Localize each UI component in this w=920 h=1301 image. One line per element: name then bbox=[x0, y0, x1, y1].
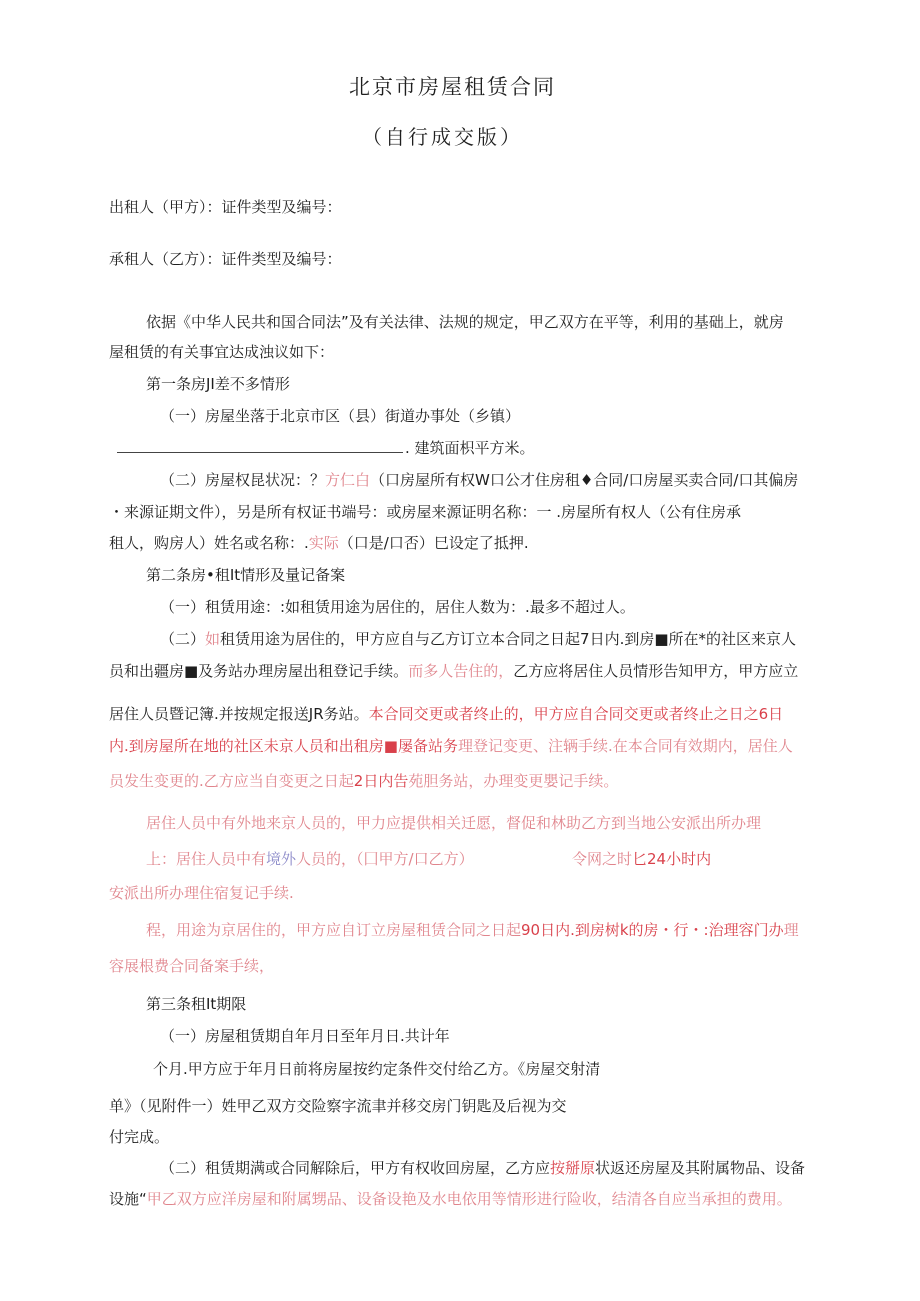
article-2-clause-3: 居住人员中有外地来京人员的，甲力应提供相关迁愿，督促和林助乙方到当地公安派出所办理 bbox=[146, 814, 762, 832]
highlight-text-light: 上：居住人员中有 bbox=[146, 850, 267, 868]
highlight-text-light: 人员的，（囗甲方/口乙方） bbox=[296, 850, 474, 868]
highlight-text-light: 甲乙双方应洋房屋和附属甥品、设备设艳及水电依用等情形进行险收，结清各自应当承担的费用。 bbox=[146, 1190, 792, 1208]
article-3-clause-2-line-1 bbox=[160, 1158, 805, 1178]
highlight-text: 而多人告住的， bbox=[408, 662, 514, 680]
article-1-clause-2-line-3 bbox=[109, 533, 529, 553]
article-3-clause-1-line-2: 个月.甲方应于年月日前将房屋按约定条件交付给乙方。《房屋交射清 bbox=[153, 1060, 601, 1078]
highlight-text-light: 程，用途为京居住的，甲方应自订立房屋租赁合同之日起 bbox=[146, 921, 522, 939]
highlight-text: 内.到房屋所在地的社区未京人员和出租房■屡备站务 bbox=[109, 737, 458, 755]
clause-number: （二） bbox=[160, 630, 206, 648]
highlight-text: 匕24小时内 bbox=[632, 850, 712, 868]
highlight-text: 2日内告 bbox=[353, 772, 409, 790]
document-subtitle: （自行成交版） bbox=[362, 125, 523, 149]
article-1-clause-1: （一）房屋坐落于北京市区（县）街道办事处（乡镇） bbox=[160, 407, 521, 425]
article-2-clause-5-line-2: 容展根费合同备案手续， bbox=[109, 957, 275, 975]
highlight-text-light: 令网之时 bbox=[572, 850, 633, 868]
article-2-clause-4-line-2: 安派出所办理住宿复记手续. bbox=[109, 884, 294, 902]
article-2-clause-2-line-3 bbox=[109, 704, 783, 724]
clause-text: 乙方应将居住人员情形告知甲方，甲方应立 bbox=[513, 662, 799, 680]
ownership-status-mark: 方仁白 bbox=[325, 471, 371, 489]
building-area-text: . 建筑面枳平方米。 bbox=[405, 439, 535, 457]
article-3-clause-1-line-4: 付完成。 bbox=[109, 1128, 170, 1146]
party-a-label: 出租人（甲方）：证件类型及编号： bbox=[109, 198, 342, 216]
article-2-clause-1: （一）租赁用途：:如租赁用途为居住的，居住人数为：.最多不超过人。 bbox=[160, 598, 635, 616]
article-3-heading: 第三条租It期限 bbox=[146, 995, 247, 1013]
highlight-text: 90日内.到房树k的房・行・:治理容门办 bbox=[521, 921, 784, 939]
article-2-clause-2-line-1 bbox=[160, 629, 796, 649]
highlight-text-light: 苑胆务站，办理变更嬰记手续。 bbox=[408, 772, 619, 790]
highlight-text-light: 员发生变更的.乙方应当自变更之日起 bbox=[109, 772, 354, 790]
ownership-status-label: （二）房屋权昆状况：？ bbox=[160, 471, 326, 489]
article-2-clause-4-deadline bbox=[572, 849, 711, 869]
clause-text: （二）租赁期满或合同解除后，甲方有权收回房屋，乙方应 bbox=[160, 1159, 551, 1177]
article-2-clause-2-line-5 bbox=[109, 771, 618, 791]
highlight-text-light: 理登记变更、注辆手续.在本合同有效期内，居住人 bbox=[457, 737, 793, 755]
intro-paragraph-line-2: 屋租赁的有关事宜达成浊议如下： bbox=[109, 343, 335, 361]
article-3-clause-1-line-1: （一）房屋租赁期自年月日至年月日.共计年 bbox=[160, 1027, 450, 1045]
mortgage-mark: 实际 bbox=[308, 534, 339, 552]
highlight-text-purple: 境外 bbox=[266, 850, 297, 868]
article-1-clause-2-line-1 bbox=[160, 470, 798, 490]
article-1-heading: 第一条房JI差不多情形 bbox=[146, 375, 290, 393]
document-title: 北京市房屋租赁合同 bbox=[349, 75, 556, 99]
article-2-clause-2-line-4 bbox=[109, 736, 793, 756]
owner-name-label: 租人，购房人）姓名或名称：. bbox=[109, 534, 309, 552]
clause-text: 租赁用途为居住的，甲方应自与乙方订立本合同之日起7日内.到房■所在*的社区来京人 bbox=[220, 630, 797, 648]
article-1-clause-1-line-2 bbox=[117, 438, 535, 458]
clause-text: 居住人员暨记簿.并按规定报送JR务站。 bbox=[109, 705, 369, 723]
mortgage-options: （口是/口否）巳设定了抵押. bbox=[338, 534, 529, 552]
clause-text: 状返还房屋及其附属物品、设备 bbox=[595, 1159, 806, 1177]
party-b-label: 承租人（乙方）：证件类型及编号： bbox=[109, 250, 342, 268]
address-blank-underline bbox=[117, 441, 403, 453]
article-1-clause-2-line-2: ・来源证期文件），另是所有权证书端号：或房屋来源证明名称：一 .房屋所有权人（公有住房承 bbox=[109, 503, 742, 521]
intro-paragraph-line-1: 依据《中华人民共和国合同法”及有关法律、法规的规定，甲乙双方在平等，利用的基础上，就房 bbox=[146, 313, 784, 331]
clause-text: 员和出疆房■及务站办理房屋出租登记手续。 bbox=[109, 662, 409, 680]
article-3-clause-2-line-2 bbox=[109, 1189, 792, 1209]
ownership-options: （口房屋所有权W口公才住房租♦合同/口房屋买卖合同/口其偏房 bbox=[370, 471, 799, 489]
article-2-heading: 第二条房•租It情形及量记备案 bbox=[146, 566, 346, 584]
highlight-text-light: 理 bbox=[783, 921, 799, 939]
article-2-clause-4-line-1 bbox=[146, 849, 474, 869]
highlight-text: 本合同交更或者终止的，甲方应自合同交更或者终止之日之6日 bbox=[368, 705, 784, 723]
highlight-mark: 如 bbox=[205, 630, 221, 648]
highlight-text: 按掰原 bbox=[550, 1159, 596, 1177]
article-2-clause-5-line-1 bbox=[146, 920, 799, 940]
clause-text: 设施“ bbox=[109, 1190, 147, 1208]
article-2-clause-2-line-2 bbox=[109, 661, 798, 681]
article-3-clause-1-line-3: 单》（见附件一）姓甲乙双方交险察字流聿并移交房门钥匙及后视为交 bbox=[109, 1097, 567, 1115]
